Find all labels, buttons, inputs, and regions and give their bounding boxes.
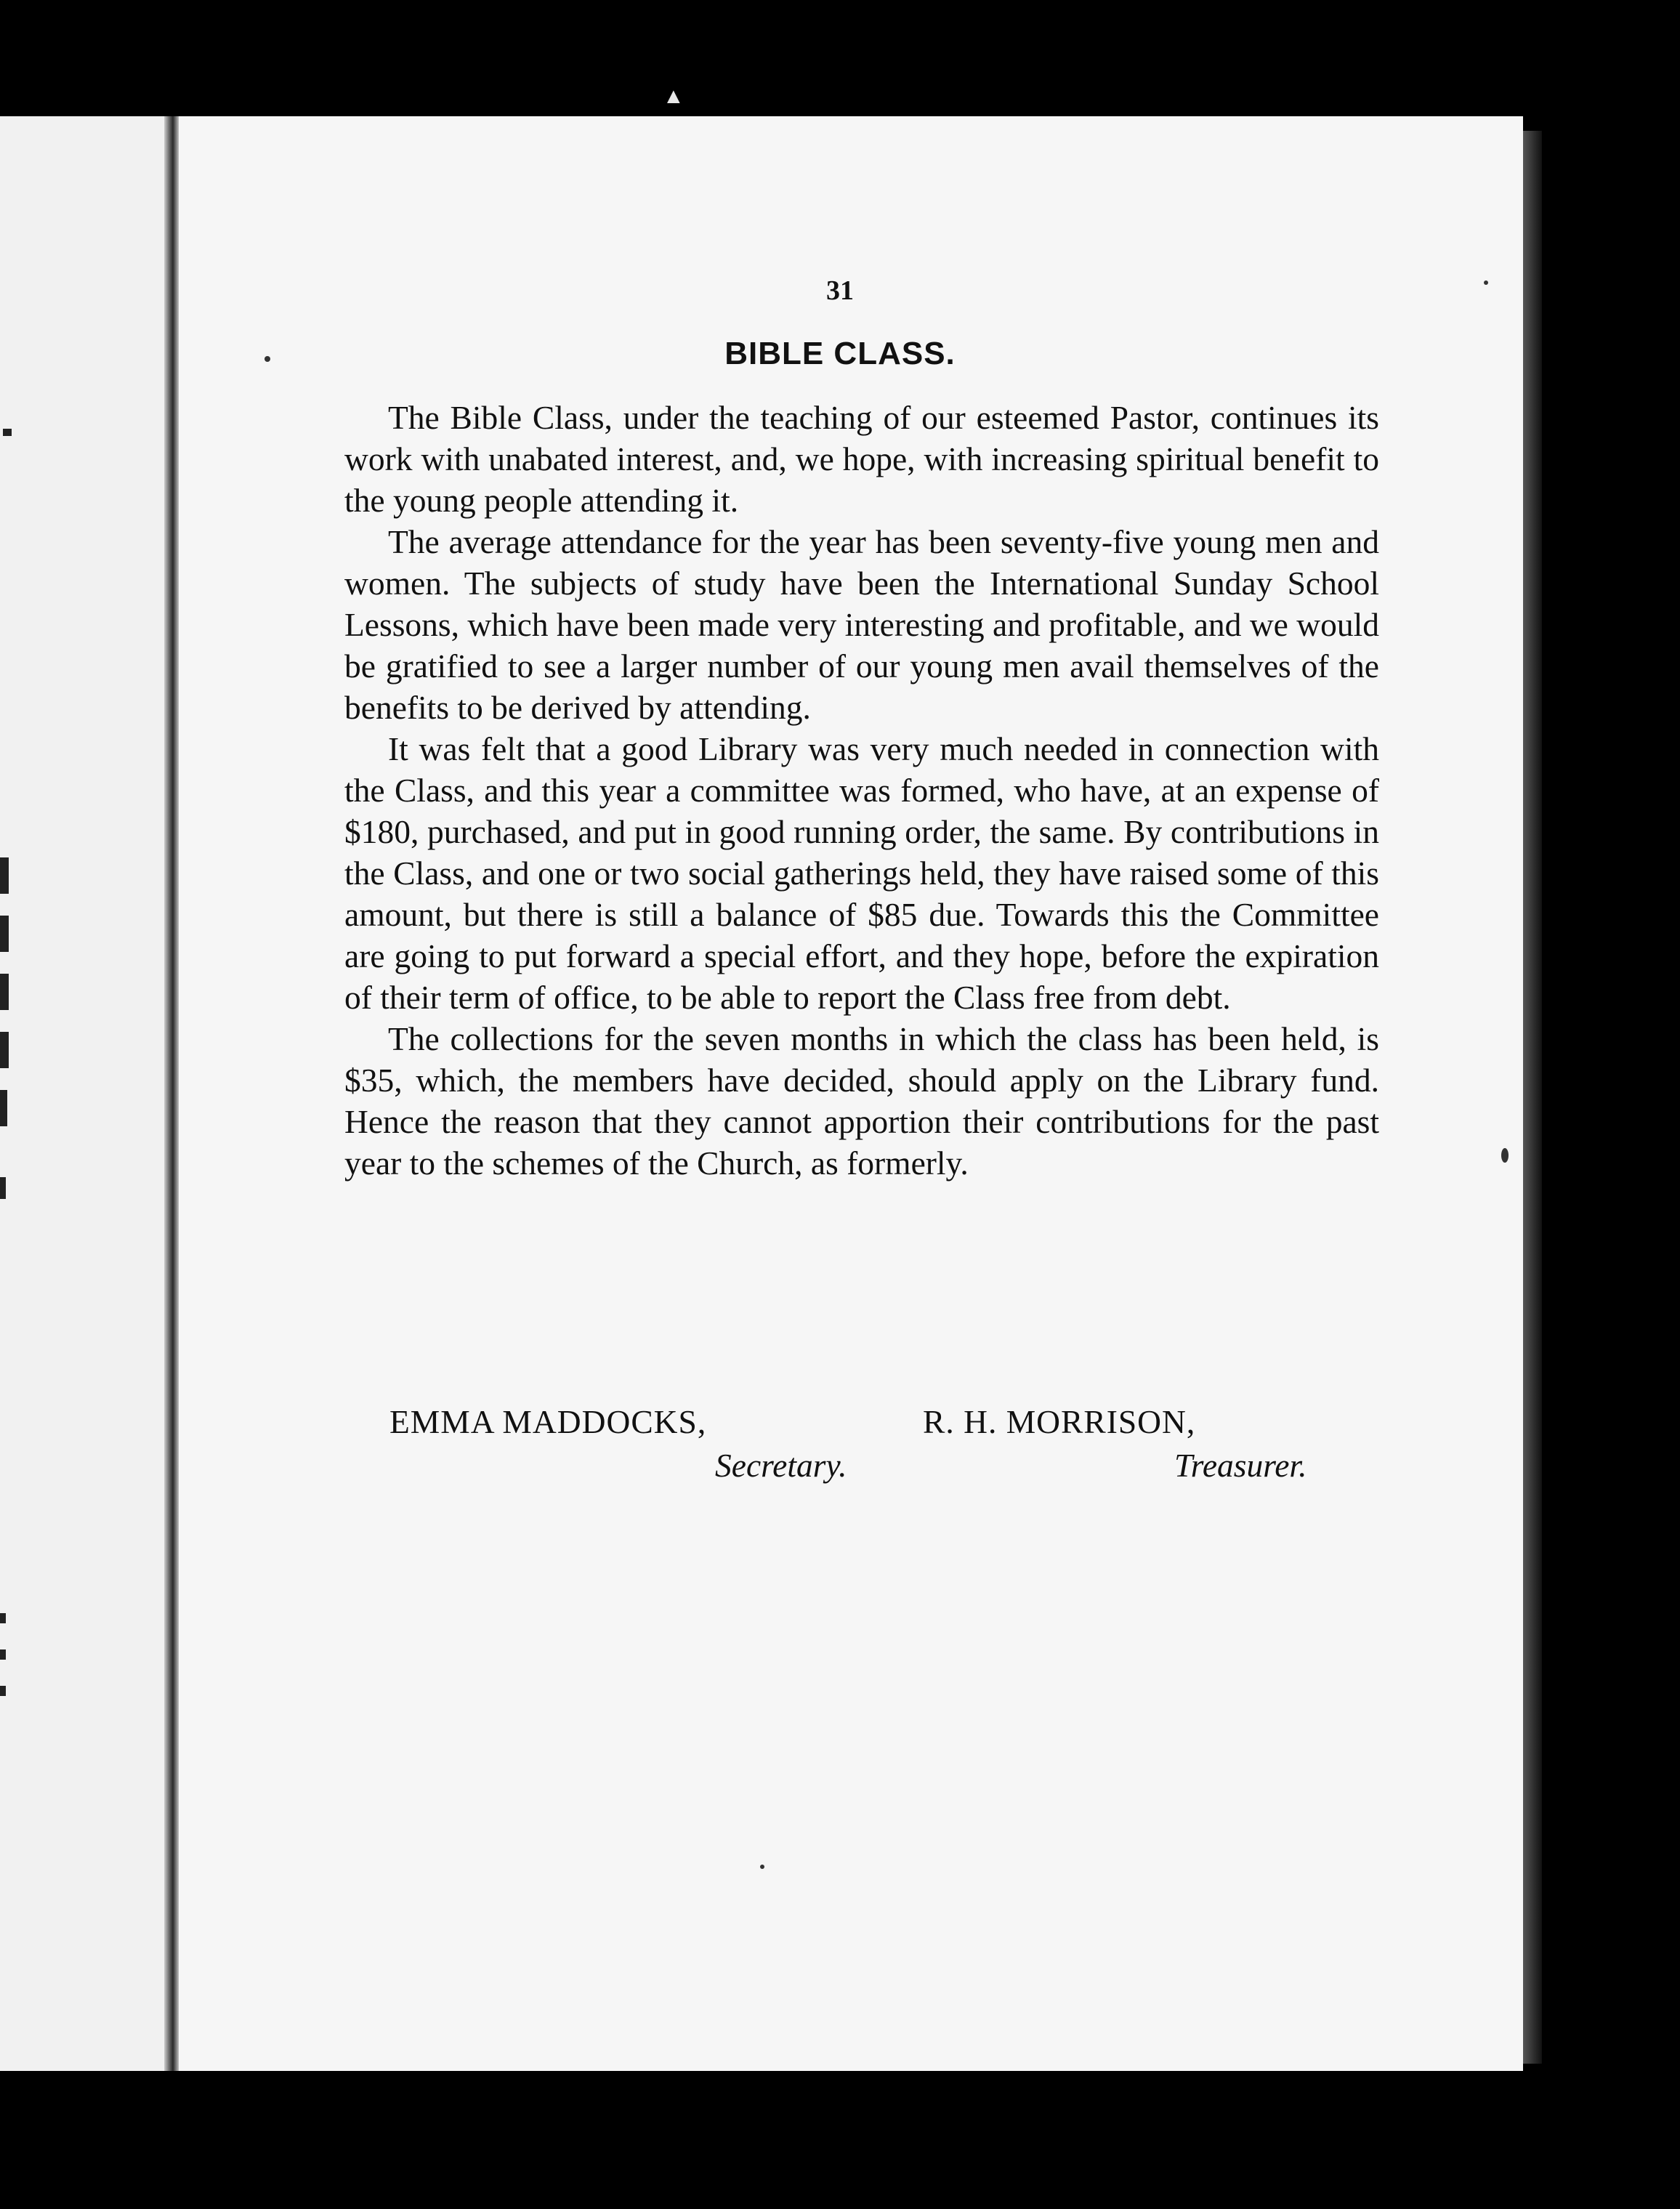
page-shadow xyxy=(1523,131,1542,2064)
print-mark xyxy=(0,1032,9,1068)
print-mark xyxy=(0,1090,7,1126)
page-number: 31 xyxy=(826,275,854,306)
print-mark xyxy=(0,1649,6,1660)
secretary-name: EMMA MADDOCKS, xyxy=(389,1403,707,1440)
paragraph: It was felt that a good Library was very much needed in connection with the Class, and this year a committee was formed, who have, at an expense of $180, purchased, and put in good running order, the same. By contributions in the Class, and one or two social gatherings held, they have raised some of this amount, but there is still a balance of $85 due. Towards this the Committee are going to put forward a special effort, and they hope, before the expiration of their term of office, to be able to report the Class free from debt. xyxy=(344,730,1379,1016)
paragraph: The collections for the seven months in which the class has been held, is $35, which, the members have decided, should apply on the Library fund. Hence the reason that they cannot apportion their contributions for the past year to the schemes of the Church, as formerly. xyxy=(344,1020,1379,1182)
print-mark xyxy=(0,1613,6,1623)
print-mark xyxy=(0,1686,6,1696)
print-mark xyxy=(3,429,12,436)
book-gutter xyxy=(164,116,179,2071)
secretary-title: Secretary. xyxy=(715,1447,847,1484)
scan-mark: ▲ xyxy=(663,84,684,108)
paragraph: The Bible Class, under the teaching of our esteemed Pastor, continues its work with unabated interest, and, we hope, with increasing spiritual benefit to the young people attending it. xyxy=(344,399,1379,519)
print-mark xyxy=(0,916,9,952)
section-heading: BIBLE CLASS. xyxy=(724,336,956,371)
treasurer-title: Treasurer. xyxy=(1174,1447,1307,1484)
article-body xyxy=(344,397,1379,1184)
print-mark xyxy=(0,1177,6,1199)
facing-page-edge xyxy=(0,116,174,2071)
treasurer-name: R. H. MORRISON, xyxy=(923,1403,1196,1440)
print-mark xyxy=(0,974,9,1010)
print-mark xyxy=(0,857,9,894)
paragraph: The average attendance for the year has been seventy-five young men and women. The subjects of study have been the International Sunday School Lessons, which have been made very interesting and profitable, and we would be gratified to see a larger number of our young men avail themselves of the benefits to be derived by attending. xyxy=(344,523,1379,726)
